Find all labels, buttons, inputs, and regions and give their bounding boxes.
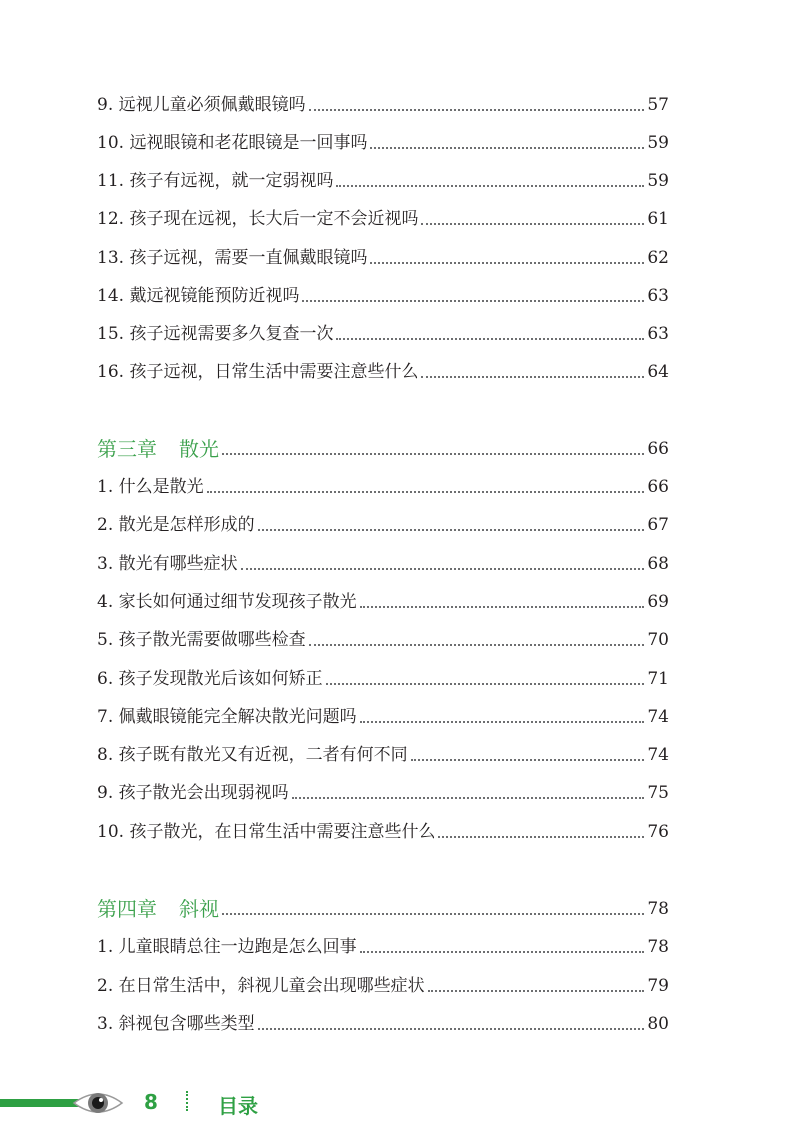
chapter-label <box>97 898 219 920</box>
toc-page-number: 57 <box>647 95 669 115</box>
toc-page-number: 59 <box>647 133 669 153</box>
toc-page-number: 66 <box>647 439 669 459</box>
toc-page-number: 62 <box>647 248 669 268</box>
toc-entry <box>97 621 669 651</box>
toc-entry <box>97 545 669 575</box>
dot-leader <box>258 1028 645 1030</box>
toc-entry <box>97 200 669 230</box>
toc-entry <box>97 928 669 958</box>
chapter-number: 第四章 <box>97 897 157 921</box>
dot-leader <box>411 759 645 761</box>
toc-entry <box>97 124 669 154</box>
toc-page-number: 78 <box>647 899 669 919</box>
dot-leader <box>241 568 645 570</box>
toc-entry <box>97 239 669 269</box>
page-footer <box>0 1082 800 1122</box>
dot-leader <box>421 223 644 225</box>
dot-leader <box>207 491 645 493</box>
toc-entry-label: 3. 散光有哪些症状 <box>97 554 238 574</box>
toc-page-number: 71 <box>647 669 669 689</box>
dot-leader <box>428 990 645 992</box>
dot-leader <box>292 797 645 799</box>
toc-entry <box>97 315 669 345</box>
toc-entry-label: 1. 什么是散光 <box>97 477 204 497</box>
dot-leader <box>302 300 644 302</box>
toc-entry-label: 4. 家长如何通过细节发现孩子散光 <box>97 592 357 612</box>
toc-entry <box>97 736 669 766</box>
toc-entry-label: 1. 儿童眼睛总往一边跑是怎么回事 <box>97 937 357 957</box>
section-title: 目录 <box>218 1094 258 1118</box>
toc-entry-label: 5. 孩子散光需要做哪些检查 <box>97 630 306 650</box>
page-number: 8 <box>144 1090 158 1114</box>
dot-leader <box>370 147 644 149</box>
dot-leader <box>360 606 645 608</box>
toc-page-number: 59 <box>647 171 669 191</box>
dot-leader <box>326 683 645 685</box>
toc-page-number: 64 <box>647 362 669 382</box>
toc-entry-label: 3. 斜视包含哪些类型 <box>97 1014 255 1034</box>
toc-page-number: 70 <box>647 630 669 650</box>
toc-entry-label: 9. 孩子散光会出现弱视吗 <box>97 783 289 803</box>
toc-page-number: 74 <box>647 707 669 727</box>
toc-page-number: 79 <box>647 976 669 996</box>
toc-chapter-heading <box>97 890 669 920</box>
toc-entry <box>97 967 669 997</box>
dot-leader <box>421 376 644 378</box>
toc-entry <box>97 353 669 383</box>
dot-leader <box>438 836 644 838</box>
toc-chapter-heading <box>97 430 669 460</box>
dot-leader <box>360 951 645 953</box>
toc-page-number: 78 <box>647 937 669 957</box>
chapter-label <box>97 438 219 460</box>
toc-entry <box>97 86 669 116</box>
dot-leader <box>258 529 645 531</box>
dot-leader <box>370 262 644 264</box>
toc-entry-label: 11. 孩子有远视，就一定弱视吗 <box>97 171 334 191</box>
toc-entry <box>97 813 669 843</box>
toc-entry-label: 9. 远视儿童必须佩戴眼镜吗 <box>97 95 306 115</box>
toc-page-number: 63 <box>647 324 669 344</box>
toc-entry-label: 15. 孩子远视需要多久复查一次 <box>97 324 334 344</box>
toc-entry <box>97 698 669 728</box>
toc-entry <box>97 468 669 498</box>
toc-entry-label: 13. 孩子远视，需要一直佩戴眼镜吗 <box>97 248 368 268</box>
toc-page-number: 63 <box>647 286 669 306</box>
toc-entry-label: 7. 佩戴眼镜能完全解决散光问题吗 <box>97 707 357 727</box>
toc-entry <box>97 506 669 536</box>
toc-entry-label: 6. 孩子发现散光后该如何矫正 <box>97 669 323 689</box>
dot-leader <box>309 109 645 111</box>
chapter-title: 散光 <box>179 437 219 461</box>
dot-leader <box>309 644 645 646</box>
toc-page-number: 75 <box>647 783 669 803</box>
toc-entry-label: 10. 远视眼镜和老花眼镜是一回事吗 <box>97 133 368 153</box>
toc-entry-label: 2. 在日常生活中，斜视儿童会出现哪些症状 <box>97 976 425 996</box>
toc-page-number: 61 <box>647 209 669 229</box>
toc-entry <box>97 660 669 690</box>
toc-page-number: 76 <box>647 822 669 842</box>
toc-entry-label: 14. 戴远视镜能预防近视吗 <box>97 286 300 306</box>
toc-entry <box>97 162 669 192</box>
toc-entry <box>97 774 669 804</box>
dot-leader <box>222 453 644 455</box>
toc-entry-label: 10. 孩子散光，在日常生活中需要注意些什么 <box>97 822 436 842</box>
footer-separator <box>186 1091 188 1111</box>
toc-page-number: 66 <box>647 477 669 497</box>
eye-icon <box>72 1087 124 1119</box>
toc-page-number: 74 <box>647 745 669 765</box>
toc-entry-label: 16. 孩子远视，日常生活中需要注意些什么 <box>97 362 419 382</box>
dot-leader <box>336 185 644 187</box>
chapter-number: 第三章 <box>97 437 157 461</box>
dot-leader <box>360 721 645 723</box>
toc-page-number: 69 <box>647 592 669 612</box>
toc-entry-label: 8. 孩子既有散光又有近视，二者有何不同 <box>97 745 408 765</box>
dot-leader <box>222 913 644 915</box>
toc-entry <box>97 1005 669 1035</box>
toc-entry-label: 12. 孩子现在远视，长大后一定不会近视吗 <box>97 209 419 229</box>
toc-page-number: 67 <box>647 515 669 535</box>
toc-entry <box>97 583 669 613</box>
toc-page-number: 80 <box>647 1014 669 1034</box>
toc-entry <box>97 277 669 307</box>
dot-leader <box>336 338 644 340</box>
toc-page-number: 68 <box>647 554 669 574</box>
toc-entry-label: 2. 散光是怎样形成的 <box>97 515 255 535</box>
chapter-title: 斜视 <box>179 897 219 921</box>
